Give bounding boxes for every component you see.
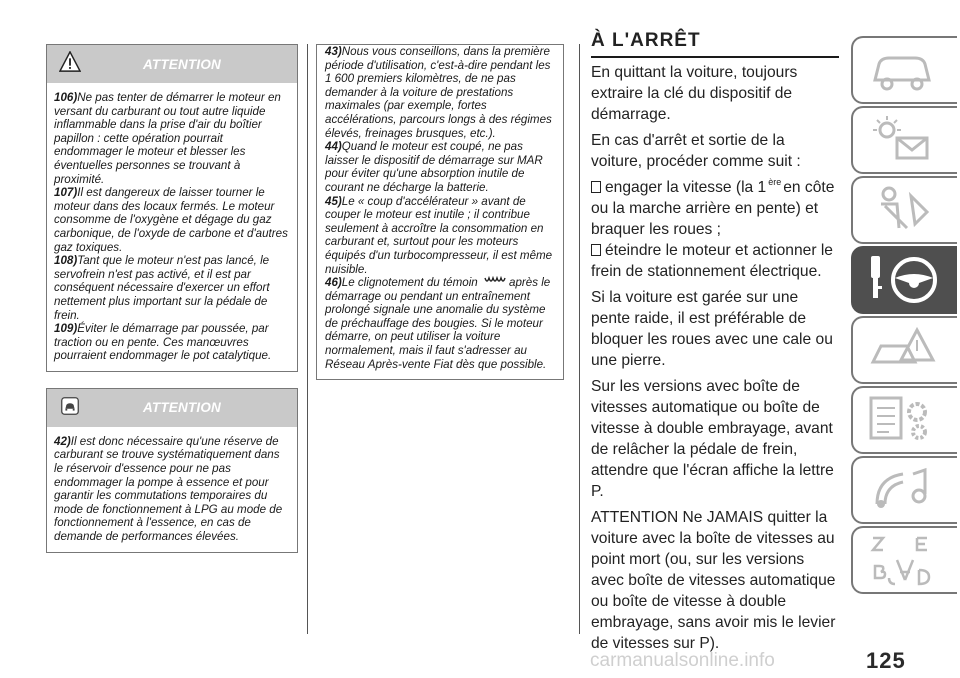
- tab-starting-driving[interactable]: [851, 246, 957, 314]
- warning-box-title: ATTENTION: [142, 56, 222, 72]
- paragraph: En cas d'arrêt et sortie de la voiture, procéder comme suit :: [591, 132, 801, 170]
- caution-item: 46)Le clignotement du témoin après le démarrage ou pendant un entraînement prolongé signale une anomalie du système de préchauffage des bougies. Si le moteur démarre, on peut utiliser la voiture normalement, mais il faut s'adresser au Réseau Après-vente Fiat dès que possible.: [325, 276, 551, 371]
- car-info-icon: [867, 44, 937, 94]
- emergency-warning-icon: [867, 324, 937, 374]
- tab-emergency[interactable]: [851, 316, 957, 384]
- paragraph: Sur les versions avec boîte de vitesses automatique ou boîte de vitesse à double embrayage, avant de relâcher la pédale de frein, attendre que l'écran affiche la lettre P.: [591, 378, 834, 500]
- warning-item: 106)Ne pas tenter de démarrer le moteur en versant du carburant ou tout autre liquide inflammable dans la prise d'air du boîtier papillon : cette opération pourrait endommager le moteur et blesser les éventuelles personnes se trouvant à proximité.: [54, 91, 281, 186]
- car-caution-icon: [59, 395, 81, 417]
- tab-index[interactable]: [851, 526, 957, 594]
- warning-item: 108)Tant que le moteur n'est pas lancé, le servofrein n'est pas activé, et il est par conséquent nécessaire d'exercer un effort nettement plus important sur la pédale de frein.: [54, 254, 270, 322]
- tab-multimedia[interactable]: [851, 456, 957, 524]
- caution-item: 42)Il est donc nécessaire qu'une réserve de carburant se trouve systématiquement dans le réservoir d'essence pour ne pas endommager la pompe à essence et pour garantir les commutations temporaires du mode de fonctionnement à LPG au mode de fonctionnement à l'essence, en cas de demande de performances élevées.: [54, 434, 283, 544]
- caution-box-continued: [316, 44, 564, 380]
- alphabetical-index-icon: [867, 534, 943, 590]
- caution-item: 45)Le « coup d'accélérateur » avant de couper le moteur est inutile ; il contribue seulement à accroître la consommation en carburant et, surtout pour les moteurs équipés d'un turbocompresseur, il est même nuisible.: [325, 194, 553, 276]
- tab-dashboard-lights[interactable]: [851, 106, 957, 174]
- middle-column: [316, 44, 564, 380]
- glow-plug-icon: [483, 276, 507, 286]
- section-heading: À L'ARRÊT: [591, 30, 839, 58]
- tab-maintenance[interactable]: [851, 386, 957, 454]
- caution-box: [46, 388, 298, 553]
- warning-item: 107)Il est dangereux de laisser tourner le moteur dans des locaux fermés. Le moteur consomme de l'oxygène et dégage du gaz carbonique, de l'oxyde de carbone et d'autres gaz toxiques.: [54, 186, 288, 254]
- paragraph: En quittant la voiture, toujours extraire la clé du dispositif de démarrage.: [591, 64, 798, 123]
- checkbox-bullet-icon: [591, 181, 601, 193]
- caution-continued-body: [317, 45, 563, 379]
- right-column: [591, 30, 839, 659]
- caution-item: 43)Nous vous conseillons, dans la première période d'utilisation, c'est-à-dire pendant les 1 600 premiers kilomètres, de ne pas demander à la voiture de prestations maximales (par exemple, fortes accélérations, parcours longs à des régimes élevés, freinages brusques, etc.).: [325, 45, 552, 140]
- warning-box-header: [47, 45, 297, 83]
- column-divider: [579, 44, 580, 634]
- left-column: [46, 44, 298, 553]
- bullet-item: engager la vitesse (la 1 $^{ère}$ en côte ou la marche arrière en pente) et braquer les roues ;: [591, 177, 835, 238]
- bullet-item: éteindre le moteur et actionner le frein de stationnement électrique.: [591, 242, 833, 280]
- caution-box-title: ATTENTION: [142, 400, 222, 416]
- warning-box-body: [47, 83, 297, 371]
- paragraph: ATTENTION Ne JAMAIS quitter la voiture avec la boîte de vitesses au point mort (ou, sur les versions avec boîte de vitesses automatique ou boîte de vitesse à double embrayage, sans avoir mis le levier de vitesses sur P).: [591, 509, 836, 652]
- warning-item: 109)Éviter le démarrage par poussée, par traction ou en pente. Ces manœuvres pourraient endommager le pot catalytique.: [54, 322, 272, 363]
- dashboard-lights-icon: [867, 114, 937, 164]
- checkbox-bullet-icon: [591, 244, 601, 256]
- page-number: 125: [866, 648, 906, 673]
- caution-box-header: [47, 389, 297, 427]
- multimedia-icon: [867, 464, 937, 514]
- caution-box-body: [47, 427, 297, 552]
- warning-box: [46, 44, 298, 372]
- column-divider: [307, 44, 308, 634]
- paragraph: Si la voiture est garée sur une pente raide, il est préférable de bloquer les roues avec une cale ou une pierre.: [591, 289, 833, 369]
- seatbelt-airbag-icon: [867, 184, 937, 234]
- caution-item: 44)Quand le moteur est coupé, ne pas laisser le dispositif de démarrage sur MAR pour éviter qu'une absorption inutile de courant ne décharge la batterie.: [325, 140, 543, 194]
- key-steering-wheel-icon: [867, 254, 943, 306]
- watermark: carmanualsonline.info: [590, 650, 775, 671]
- warning-triangle-icon: [59, 51, 81, 73]
- maintenance-gears-icon: [867, 394, 937, 444]
- tab-seatbelt-airbag[interactable]: [851, 176, 957, 244]
- tab-car-info[interactable]: [851, 36, 957, 104]
